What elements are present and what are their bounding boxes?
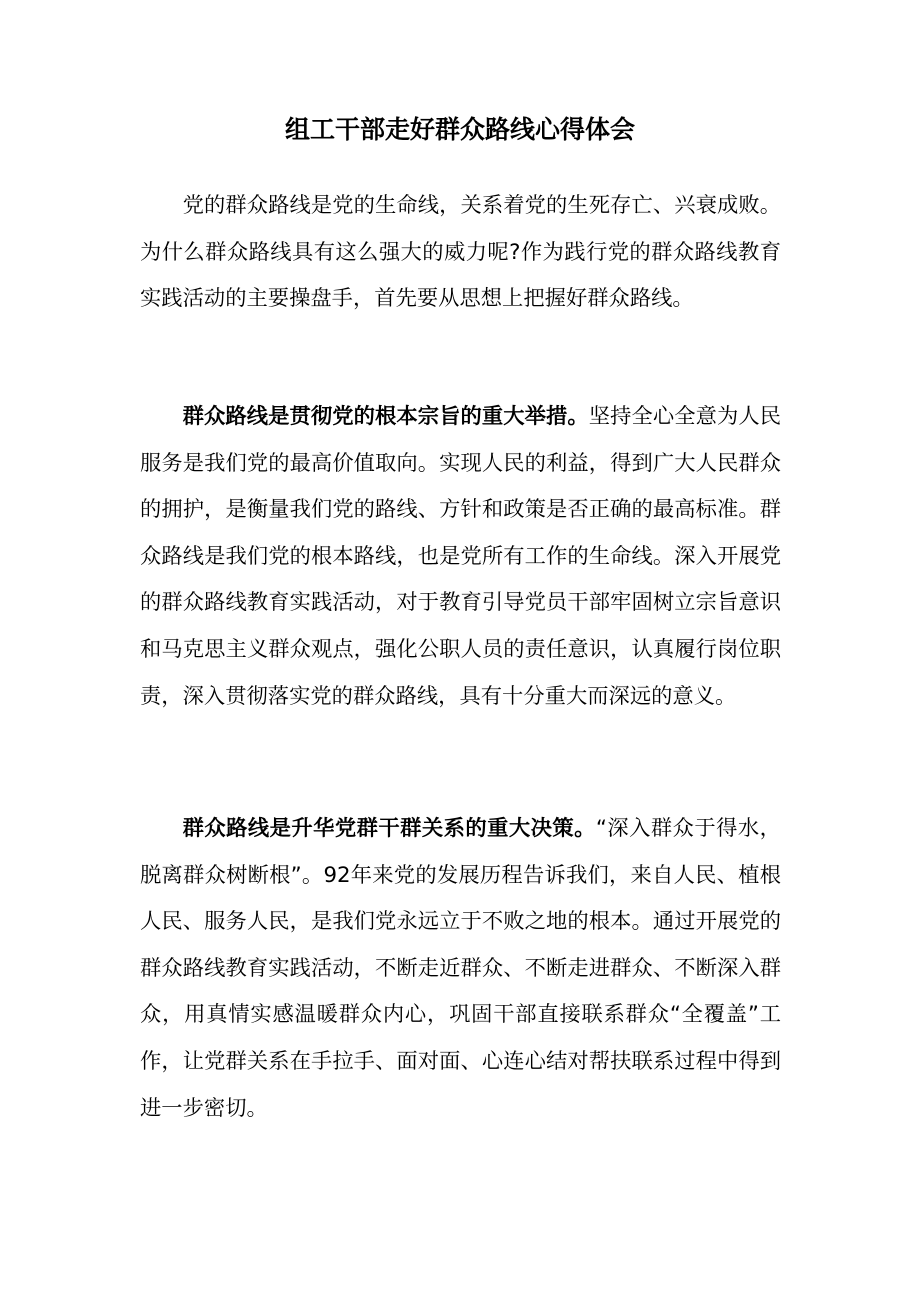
- paragraph-lead-heading: 群众路线是贯彻党的根本宗旨的重大举措。: [182, 404, 589, 429]
- paragraph-text: 党的群众路线是党的生命线，关系着党的生死存亡、兴衰成败。为什么群众路线具有这么强大的威力呢?作为践行党的群众路线教育实践活动的主要操盘手，首先要从思想上把握好群众路线。: [140, 193, 781, 312]
- paragraph-fundamental-purpose: [140, 394, 781, 720]
- paragraph-intro: [140, 183, 781, 323]
- paragraph-lead-heading: 群众路线是升华党群干群关系的重大决策。: [182, 816, 596, 841]
- paragraph-party-mass-relations: [140, 806, 781, 1132]
- paragraph-text: 坚持全心全意为人民服务是我们党的最高价值取向。实现人民的利益，得到广大人民群众的拥护，是衡量我们党的路线、方针和政策是否正确的最高标准。群众路线是我们党的根本路线，也是党所有工作的生命线。深入开展党的群众路线教育实践活动，对于教育引导党员干部牢固树立宗旨意识和马克思主义群众观点，强化公职人员的责任意识，认真履行岗位职责，深入贯彻落实党的群众路线，具有十分重大而深远的意义。: [140, 404, 781, 709]
- document-title: 组工干部走好群众路线心得体会: [284, 115, 635, 144]
- paragraph-text: “深入群众于得水，脱离群众树断根”。92年来党的发展历程告诉我们，来自人民、植根人民、服务人民，是我们党永远立于不败之地的根本。通过开展党的群众路线教育实践活动，不断走近群众、不断走进群众、不断深入群众，用真情实感温暖群众内心，巩固干部直接联系群众“全覆盖”工作，让党群关系在手拉手、面对面、心连心结对帮扶联系过程中得到进一步密切。: [140, 816, 781, 1121]
